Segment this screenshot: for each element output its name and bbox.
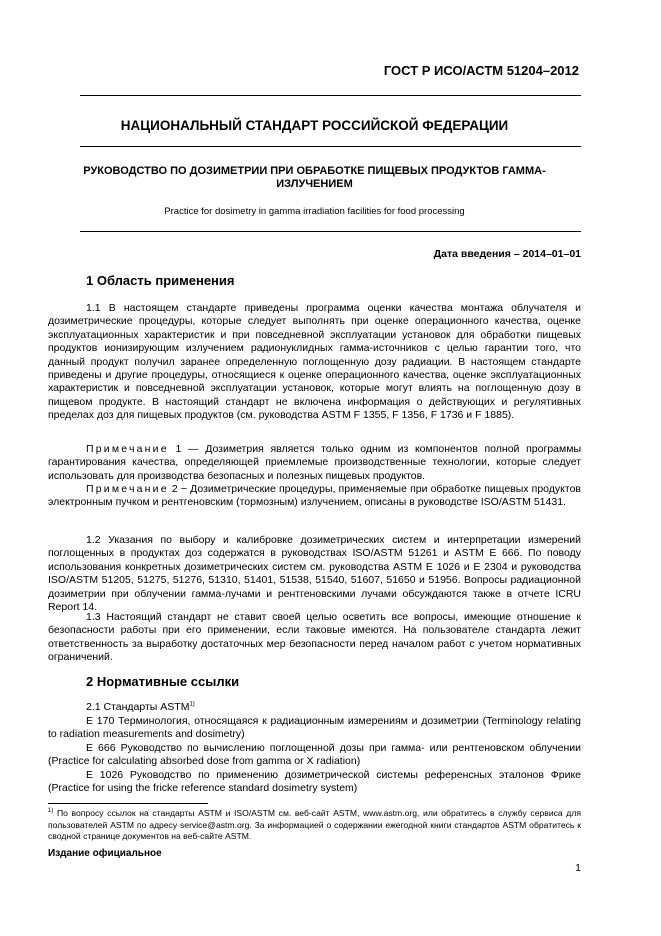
section-1-heading: 1 Область применения: [86, 273, 235, 288]
section-2-heading: 2 Нормативные ссылки: [86, 674, 240, 689]
paragraph-2-1: [48, 701, 581, 714]
introduction-date: Дата введения – 2014–01–01: [433, 248, 581, 260]
standard-code: ГОСТ Р ИСО/АСТМ 51204–2012: [383, 63, 579, 78]
header-divider: [80, 95, 581, 96]
note-2-label: Примечание: [86, 483, 169, 495]
paragraph-1-2: 1.2 Указания по выбору и калибровке дозиметрических систем и интерпретации измерений поглощенных в продуктах доз содержатся в руководствах ISO/ASTM 51261 и ASTM E 666. По поводу использования конкретных дозиметрических систем см. руководства ASTM E 1026 и E 2304 и руководства ISO/ASTM 51205, 51275, 51276, 51310, 51401, 51538, 51540, 51607, 51650 и 51956. Вопросы радиационной дозиметрии при облучении гамма-лучами и рентгеновскими лучами обсуждаются также в отчете ICRU Report 14.: [48, 534, 581, 614]
reference-e170: E 170 Терминология, относящаяся к радиационным измерениям и дозиметрии (Terminology relating to radiation measurements and dosimetry): [48, 715, 581, 741]
document-subtitle: РУКОВОДСТВО ПО ДОЗИМЕТРИИ ПРИ ОБРАБОТКЕ ПИЩЕВЫХ ПРОДУКТОВ ГАММА-ИЗЛУЧЕНИЕМ: [83, 165, 546, 190]
subtitle-divider: [80, 231, 581, 232]
note-1-label: Примечание: [86, 443, 169, 455]
note-1-text: 1 — Дозиметрия является только одним из компонентов полной программы гарантирования качества, определяющей приемлемые производственные технологии, которые следует использовать для производства безопасных и полезных пищевых продуктов.: [48, 443, 581, 482]
paragraph-2-1-text: 2.1 Стандарты ASTM: [86, 701, 190, 713]
english-title: Practice for dosimetry in gamma irradiation facilities for food processing: [164, 206, 465, 217]
official-edition: Издание официальное: [48, 848, 162, 859]
footnote-ref: 1): [189, 701, 195, 708]
page-number: 1: [575, 862, 581, 874]
title-divider: [80, 146, 581, 147]
reference-e666: E 666 Руководство по вычислению поглощенной дозы при гамма- или рентгеновском облучении (Practice for calculating absorbed dose from gamma or X radiation): [48, 742, 581, 768]
footnote-divider: [48, 803, 208, 804]
document-title: НАЦИОНАЛЬНЫЙ СТАНДАРТ РОССИЙСКОЙ ФЕДЕРАЦИИ: [120, 118, 509, 133]
reference-e1026: E 1026 Руководство по применению дозиметрической системы референсных эталонов Фрике (Practice for using the fricke reference standard dosimetry system): [48, 769, 581, 795]
footnote-text: По вопросу ссылок на стандарты ASTM и ISO/ASTM см. веб-сайт ASTM, www.astm.org, или обратитесь в службу сервиса для пользователей ASTM по адресу service@astm.org. За информацией о содержании ежегодной книги стандартов ASTM обратитесь к сводной странице документов на веб-сайте ASTM.: [48, 808, 581, 841]
footnote: [48, 808, 581, 843]
note-1: [48, 443, 581, 483]
paragraph-1-3: 1.3 Настоящий стандарт не ставит своей целью осветить все вопросы, имеющие отношение к безопасности работы при его применении, если таковые имеются. На пользователе стандарта лежит ответственность за выработку достаточных мер безопасности перед началом работ с учетом нормативных ограничений.: [48, 611, 581, 664]
paragraph-1-1: 1.1 В настоящем стандарте приведены программа оценки качества монтажа облучателя и дозиметрические процедуры, которые следует выполнять при оценке операционного качества, оценке эксплуатационных характеристик и при повседневной эксплуатации установок для обработки пищевых продуктов ионизирующим излучением радионуклидных гамма-источников с целью гарантии того, что данный продукт получил заранее определенную поглощенную дозу радиации. В настоящем стандарте приведены и другие процедуры, относящиеся к оценке операционного качества, оценке эксплуатационных характеристик и повседневной эксплуатации установок, которые могут влиять на поглощенную дозу в пищевом продукте. В настоящий стандарт не включена информация о действующих и регулятивных пределах доз для пищевых продуктов (см. руководства ASTM F 1355, F 1356, F 1736 и F 1885).: [48, 302, 581, 422]
note-2-text: 2 − Дозиметрические процедуры, применяемые при обработке пищевых продуктов электронным пучком и рентгеновским (тормозным) излучением, описаны в руководстве ISO/ASTM 51431.: [48, 483, 581, 509]
footnote-marker: 1): [48, 808, 54, 815]
note-2: [48, 483, 581, 510]
